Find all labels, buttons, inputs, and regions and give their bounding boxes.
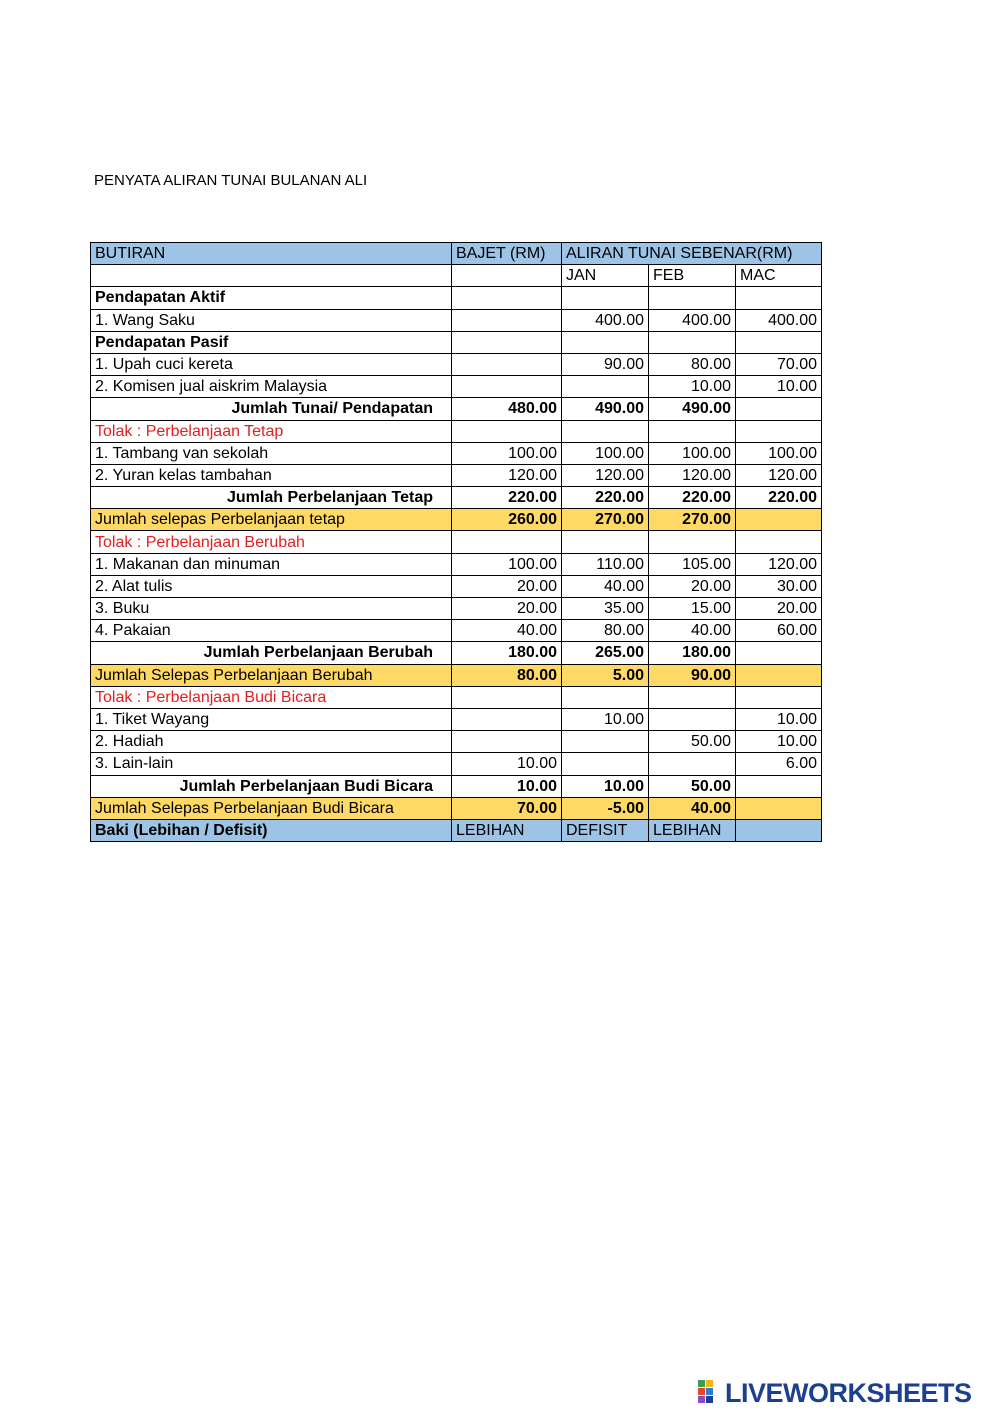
cell-jan: 100.00 xyxy=(562,442,649,464)
cell-feb: 50.00 xyxy=(649,731,736,753)
cell-bajet: 70.00 xyxy=(452,797,562,819)
table-row xyxy=(91,353,822,375)
table-row xyxy=(91,620,822,642)
cell-jan xyxy=(562,331,649,353)
cell-feb xyxy=(649,708,736,730)
cell-bajet xyxy=(452,731,562,753)
cell-mac xyxy=(736,287,822,309)
header-aliran-tunai: ALIRAN TUNAI SEBENAR(RM) xyxy=(562,243,822,265)
cell-jan: 400.00 xyxy=(562,309,649,331)
table-row xyxy=(91,309,822,331)
cell-bajet: 480.00 xyxy=(452,398,562,420)
cell-jan xyxy=(562,531,649,553)
cell-bajet xyxy=(452,420,562,442)
table-row xyxy=(91,376,822,398)
cell-feb xyxy=(649,287,736,309)
cell-feb: 15.00 xyxy=(649,598,736,620)
row-label: Jumlah Selepas Perbelanjaan Budi Bicara xyxy=(91,797,452,819)
row-label: Tolak : Perbelanjaan Tetap xyxy=(91,420,452,442)
cell-feb: 220.00 xyxy=(649,487,736,509)
cell-bajet xyxy=(452,309,562,331)
cell-jan xyxy=(562,686,649,708)
cell-jan: 90.00 xyxy=(562,353,649,375)
cell-feb xyxy=(649,531,736,553)
cell-mac: 220.00 xyxy=(736,487,822,509)
cell-mac: 10.00 xyxy=(736,708,822,730)
table-row xyxy=(91,509,822,531)
cell-jan: 270.00 xyxy=(562,509,649,531)
table-row xyxy=(91,642,822,664)
page-title: PENYATA ALIRAN TUNAI BULANAN ALI xyxy=(94,172,368,189)
cell-jan: DEFISIT xyxy=(562,819,649,841)
cell-mac: 120.00 xyxy=(736,553,822,575)
row-label: Pendapatan Aktif xyxy=(91,287,452,309)
cell-mac: 10.00 xyxy=(736,731,822,753)
liveworksheets-logo xyxy=(698,1378,972,1408)
cell-mac: 120.00 xyxy=(736,464,822,486)
month-header-feb: FEB xyxy=(649,265,736,287)
cell-bajet: 10.00 xyxy=(452,753,562,775)
cell-feb: 20.00 xyxy=(649,575,736,597)
cell-feb xyxy=(649,753,736,775)
cell-feb: 10.00 xyxy=(649,376,736,398)
cell-jan: 110.00 xyxy=(562,553,649,575)
cell-bajet: 220.00 xyxy=(452,487,562,509)
month-header-jan: JAN xyxy=(562,265,649,287)
month-header-mac: MAC xyxy=(736,265,822,287)
cell-feb: 100.00 xyxy=(649,442,736,464)
header-bajet: BAJET (RM) xyxy=(452,243,562,265)
row-label: Jumlah selepas Perbelanjaan tetap xyxy=(91,509,452,531)
row-label: Baki (Lebihan / Defisit) xyxy=(91,819,452,841)
cell-feb: 105.00 xyxy=(649,553,736,575)
cell-mac: 30.00 xyxy=(736,575,822,597)
cell-mac xyxy=(736,509,822,531)
cell-mac: 10.00 xyxy=(736,376,822,398)
row-label: 1. Tiket Wayang xyxy=(91,708,452,730)
cell-bajet: 120.00 xyxy=(452,464,562,486)
cell-jan: 490.00 xyxy=(562,398,649,420)
cell-bajet xyxy=(452,708,562,730)
month-header-blank xyxy=(91,265,452,287)
cell-feb xyxy=(649,420,736,442)
cell-bajet: 180.00 xyxy=(452,642,562,664)
cell-jan: 40.00 xyxy=(562,575,649,597)
cell-jan xyxy=(562,753,649,775)
cell-feb: 120.00 xyxy=(649,464,736,486)
table-row xyxy=(91,797,822,819)
cell-feb: 40.00 xyxy=(649,797,736,819)
cell-feb: 90.00 xyxy=(649,664,736,686)
table-row xyxy=(91,331,822,353)
table-row xyxy=(91,287,822,309)
cell-feb xyxy=(649,686,736,708)
cell-feb: 180.00 xyxy=(649,642,736,664)
row-label: 1. Upah cuci kereta xyxy=(91,353,452,375)
row-label: 2. Alat tulis xyxy=(91,575,452,597)
table-row xyxy=(91,531,822,553)
cell-jan xyxy=(562,731,649,753)
table-row xyxy=(91,442,822,464)
table-row xyxy=(91,598,822,620)
row-label: Pendapatan Pasif xyxy=(91,331,452,353)
table-row xyxy=(91,553,822,575)
cell-bajet xyxy=(452,287,562,309)
cell-feb: 270.00 xyxy=(649,509,736,531)
cell-bajet: 260.00 xyxy=(452,509,562,531)
row-label: 2. Hadiah xyxy=(91,731,452,753)
cell-jan: 80.00 xyxy=(562,620,649,642)
cell-bajet xyxy=(452,376,562,398)
row-label: Jumlah Perbelanjaan Tetap xyxy=(91,487,452,509)
cell-jan xyxy=(562,420,649,442)
cell-bajet: 100.00 xyxy=(452,553,562,575)
table-row xyxy=(91,464,822,486)
row-label: 3. Buku xyxy=(91,598,452,620)
cell-mac xyxy=(736,797,822,819)
row-label: 2. Komisen jual aiskrim Malaysia xyxy=(91,376,452,398)
cell-mac xyxy=(736,686,822,708)
cell-feb: 400.00 xyxy=(649,309,736,331)
cell-jan: 35.00 xyxy=(562,598,649,620)
cell-jan: -5.00 xyxy=(562,797,649,819)
row-label: 1. Tambang van sekolah xyxy=(91,442,452,464)
liveworksheets-logo-text: LIVEWORKSHEETS xyxy=(725,1377,972,1408)
cell-mac: 400.00 xyxy=(736,309,822,331)
cell-mac xyxy=(736,819,822,841)
cell-jan: 220.00 xyxy=(562,487,649,509)
cell-mac: 100.00 xyxy=(736,442,822,464)
row-label: 4. Pakaian xyxy=(91,620,452,642)
row-label: Jumlah Perbelanjaan Budi Bicara xyxy=(91,775,452,797)
cell-jan: 5.00 xyxy=(562,664,649,686)
cell-feb: 80.00 xyxy=(649,353,736,375)
row-label: Jumlah Selepas Perbelanjaan Berubah xyxy=(91,664,452,686)
cell-mac: 60.00 xyxy=(736,620,822,642)
cell-jan: 10.00 xyxy=(562,775,649,797)
cell-mac: 6.00 xyxy=(736,753,822,775)
cell-bajet: 20.00 xyxy=(452,575,562,597)
row-label: 3. Lain-lain xyxy=(91,753,452,775)
cell-mac: 20.00 xyxy=(736,598,822,620)
cell-bajet: 80.00 xyxy=(452,664,562,686)
cell-feb: 490.00 xyxy=(649,398,736,420)
cell-mac xyxy=(736,398,822,420)
row-label: Jumlah Perbelanjaan Berubah xyxy=(91,642,452,664)
cell-bajet: 100.00 xyxy=(452,442,562,464)
row-label: 2. Yuran kelas tambahan xyxy=(91,464,452,486)
cell-mac xyxy=(736,531,822,553)
cell-bajet xyxy=(452,686,562,708)
cell-feb: LEBIHAN xyxy=(649,819,736,841)
cell-mac xyxy=(736,775,822,797)
cell-bajet xyxy=(452,353,562,375)
table-row xyxy=(91,708,822,730)
liveworksheets-logo-icon xyxy=(698,1380,722,1406)
table-row xyxy=(91,420,822,442)
header-butiran: BUTIRAN xyxy=(91,243,452,265)
cell-bajet xyxy=(452,331,562,353)
row-label: 1. Makanan dan minuman xyxy=(91,553,452,575)
cell-mac xyxy=(736,664,822,686)
cell-jan: 120.00 xyxy=(562,464,649,486)
cell-mac xyxy=(736,420,822,442)
row-label: Tolak : Perbelanjaan Berubah xyxy=(91,531,452,553)
cell-mac xyxy=(736,642,822,664)
month-header-blank xyxy=(452,265,562,287)
table-row xyxy=(91,686,822,708)
row-label: Tolak : Perbelanjaan Budi Bicara xyxy=(91,686,452,708)
cell-mac xyxy=(736,331,822,353)
cell-jan: 10.00 xyxy=(562,708,649,730)
table-row xyxy=(91,575,822,597)
table-row xyxy=(91,398,822,420)
table-header-row xyxy=(91,243,822,265)
cell-feb xyxy=(649,331,736,353)
table-row xyxy=(91,819,822,841)
cell-bajet: LEBIHAN xyxy=(452,819,562,841)
cash-flow-table xyxy=(90,242,822,842)
cell-bajet: 20.00 xyxy=(452,598,562,620)
month-header-row xyxy=(91,265,822,287)
cell-jan: 265.00 xyxy=(562,642,649,664)
cell-feb: 40.00 xyxy=(649,620,736,642)
table-row xyxy=(91,731,822,753)
cell-jan xyxy=(562,376,649,398)
cell-jan xyxy=(562,287,649,309)
table-row xyxy=(91,487,822,509)
row-label: Jumlah Tunai/ Pendapatan xyxy=(91,398,452,420)
cell-bajet: 10.00 xyxy=(452,775,562,797)
table-row xyxy=(91,753,822,775)
cell-feb: 50.00 xyxy=(649,775,736,797)
cell-mac: 70.00 xyxy=(736,353,822,375)
cell-bajet: 40.00 xyxy=(452,620,562,642)
cell-bajet xyxy=(452,531,562,553)
row-label: 1. Wang Saku xyxy=(91,309,452,331)
table-row xyxy=(91,775,822,797)
table-row xyxy=(91,664,822,686)
